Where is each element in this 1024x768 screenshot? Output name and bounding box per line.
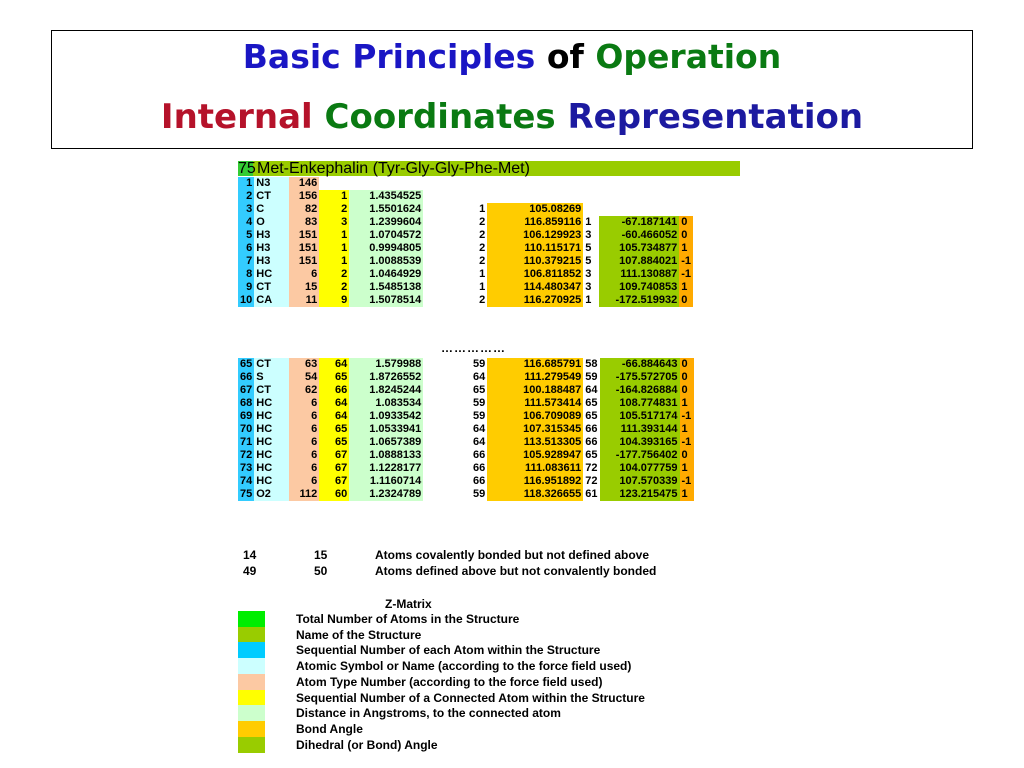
zmatrix-cell [423,177,487,190]
zmatrix-row [238,397,694,410]
zmatrix-cell: 2 [423,229,487,242]
zmatrix-cell [487,177,583,190]
zmatrix-cell: 64 [319,397,349,410]
zmatrix-cell: 65 [240,358,253,370]
zmatrix-cell: 67 [319,462,349,475]
zmatrix-cell: 58 [585,358,598,370]
zmatrix-cell: 1.0933542 [349,410,423,423]
zmatrix-cell [599,177,679,190]
zmatrix-cell: 59 [423,397,487,410]
zmatrix-cell: 156 [289,190,319,203]
zmatrix-cell: 104.393165 [600,436,680,449]
zmatrix-cell: 151 [289,242,319,255]
zmatrix-cell: 2 [319,203,349,216]
zmatrix-cell: -67.187141 [599,216,679,229]
zmatrix-row [238,371,694,384]
zmatrix-cell: 1.083534 [349,397,423,410]
zmatrix-cell: 0 [679,216,693,229]
zmatrix-cell: 111.573414 [487,397,583,410]
zmatrix-cell: 6 [289,436,319,449]
zmatrix-cell: 72 [585,462,598,474]
zmatrix-cell: 108.774831 [600,397,680,410]
zmatrix-cell: 1.2399604 [349,216,423,229]
zmatrix-cell: 65 [585,410,598,422]
zmatrix-cell: 6 [289,449,319,462]
title-line2-word: Internal [160,97,313,137]
zmatrix-cell: -172.519932 [599,294,679,307]
legend-label: Atomic Symbol or Name (according to the force field used) [296,659,632,674]
zmatrix-cell: 73 [240,462,253,474]
zmatrix-cell: 1 [679,281,693,294]
zmatrix-cell: 1.4354525 [349,190,423,203]
zmatrix-cell: 114.480347 [487,281,583,294]
zmatrix-cell: 6 [289,397,319,410]
zmatrix-cell: 107.315345 [487,423,583,436]
atom-count: 75 [238,160,256,177]
zmatrix-cell: N3 [254,177,289,190]
legend-item [238,690,645,706]
zmatrix-cell: 2 [423,255,487,268]
zmatrix-cell: -60.466052 [599,229,679,242]
zmatrix-cell: 2 [423,294,487,307]
zmatrix-cell: 106.709089 [487,410,583,423]
zmatrix-cell: 1.8726552 [349,371,423,384]
legend-item [238,674,603,690]
zmatrix-cell: 66 [423,475,487,488]
zmatrix-cell: 111.130887 [599,268,679,281]
zmatrix-cell [487,190,583,203]
zmatrix-cell: 1 [238,177,254,190]
zmatrix-cell: 116.270925 [487,294,583,307]
zmatrix-cell: 3 [583,281,599,294]
title-line2-word: Coordinates [324,97,556,137]
zmatrix-cell [319,177,349,190]
zmatrix-row [238,423,694,436]
zmatrix-cell: S [254,371,289,384]
zmatrix-cell: 64 [319,410,349,423]
zmatrix-cell: 65 [319,436,349,449]
zmatrix-cell: 1 [680,397,694,410]
zmatrix-cell: 1 [679,242,693,255]
zmatrix-row [238,177,693,190]
zmatrix-cell: 1.5501624 [349,203,423,216]
legend-title: Z-Matrix [385,597,432,611]
zmatrix-cell: 116.685791 [487,358,583,371]
zmatrix-cell: 2 [423,216,487,229]
zmatrix-cell: 65 [585,397,598,409]
zmatrix-cell: 113.513305 [487,436,583,449]
legend-item [238,705,561,721]
zmatrix-cell: 1 [423,203,487,216]
legend-swatch [238,611,265,627]
zmatrix-cell: 1.1228177 [349,462,423,475]
zmatrix-cell: 11 [289,294,319,307]
zmatrix-cell: 1.0533941 [349,423,423,436]
structure-name: Met-Enkephalin (Tyr-Gly-Gly-Phe-Met) [257,160,530,177]
zmatrix-cell: 1.1160714 [349,475,423,488]
zmatrix-row [238,462,694,475]
zmatrix-cell: 5 [238,229,254,242]
zmatrix-cell: 67 [240,384,253,396]
legend-item [238,642,601,658]
legend-swatch [238,674,265,690]
legend-swatch [238,627,265,643]
note-2-b: 50 [314,564,328,578]
zmatrix-row [238,436,694,449]
zmatrix-cell: 146 [289,177,319,190]
zmatrix-cell: 59 [423,488,487,501]
zmatrix-row [238,449,694,462]
zmatrix-cell: 1.5485138 [349,281,423,294]
zmatrix-cell: HC [254,436,289,449]
zmatrix-row [238,488,694,501]
note-1-b: 15 [314,548,328,562]
zmatrix-cell: 1 [680,462,694,475]
zmatrix-cell: 65 [423,384,487,397]
zmatrix-cell: 68 [240,397,253,409]
legend-label: Dihedral (or Bond) Angle [296,737,438,752]
zmatrix-row [238,229,693,242]
zmatrix-cell: 105.928947 [487,449,583,462]
zmatrix-cell: 1 [583,216,599,229]
zmatrix-cell [679,177,693,190]
zmatrix-cell: 15 [289,281,319,294]
zmatrix-cell: 110.115171 [487,242,583,255]
zmatrix-cell: 60 [319,488,349,501]
zmatrix-cell: HC [254,397,289,410]
zmatrix-cell: 70 [240,423,253,435]
zmatrix-cell: C [254,203,289,216]
zmatrix-cell: 3 [238,203,254,216]
zmatrix-cell: -66.884643 [600,358,680,371]
zmatrix-cell: 1 [680,423,694,436]
zmatrix-cell: -1 [680,436,694,449]
zmatrix-cell: HC [254,462,289,475]
zmatrix-cell: 67 [319,475,349,488]
zmatrix-cell: HC [254,423,289,436]
zmatrix-cell: 1 [319,255,349,268]
zmatrix-cell: 2 [319,268,349,281]
zmatrix-cell: H3 [254,229,289,242]
legend-label: Distance in Angstroms, to the connected atom [296,706,561,721]
zmatrix-cell: 83 [289,216,319,229]
legend-swatch [238,642,265,658]
zmatrix-cell: 104.077759 [600,462,680,475]
legend-swatch [238,658,265,674]
zmatrix-cell: HC [254,410,289,423]
zmatrix-cell: 111.083611 [487,462,583,475]
zmatrix-cell: 111.279549 [487,371,583,384]
zmatrix-cell: 62 [289,384,319,397]
legend-label: Sequential Number of a Connected Atom within the Structure [296,690,645,705]
zmatrix-cell: 110.379215 [487,255,583,268]
legend-item [238,611,520,627]
zmatrix-cell: 1 [319,229,349,242]
zmatrix-cell [423,190,487,203]
zmatrix-cell: 107.884021 [599,255,679,268]
zmatrix-cell: 123.215475 [600,488,680,501]
zmatrix-cell: 1 [319,242,349,255]
zmatrix-cell: 3 [319,216,349,229]
zmatrix-cell: 65 [319,371,349,384]
zmatrix-cell: 0 [680,371,694,384]
zmatrix-cell: 6 [289,475,319,488]
title-line-2 [52,97,972,137]
legend-item [238,737,438,753]
zmatrix-cell: 75 [240,488,253,500]
zmatrix-cell: 105.734877 [599,242,679,255]
zmatrix-cell: 1.579988 [349,358,423,371]
zmatrix-cell: 6 [289,423,319,436]
zmatrix-cell: 9 [238,281,254,294]
zmatrix-cell: 64 [423,436,487,449]
legend-label: Name of the Structure [296,627,422,642]
zmatrix-cell: 2 [238,190,254,203]
zmatrix-cell: 63 [289,358,319,371]
zmatrix-cell: HC [254,475,289,488]
zmatrix-cell: 0 [680,358,694,371]
legend-swatch [238,721,265,737]
zmatrix-cell: 1.0888133 [349,449,423,462]
zmatrix-cell: O2 [254,488,289,501]
zmatrix-cell: 1 [319,190,349,203]
zmatrix-table-top [238,177,693,307]
zmatrix-cell: 3 [583,268,599,281]
title-line1-word: of [546,37,584,76]
legend-item [238,658,632,674]
zmatrix-cell: 1.8245244 [349,384,423,397]
note-1-a: 14 [243,548,257,562]
zmatrix-cell [349,177,423,190]
zmatrix-cell: 66 [423,462,487,475]
legend-swatch [238,690,265,706]
zmatrix-cell: 71 [240,436,253,448]
zmatrix-cell: O [254,216,289,229]
zmatrix-cell: CT [254,384,289,397]
zmatrix-cell: 2 [423,242,487,255]
zmatrix-cell: 65 [585,449,598,461]
zmatrix-row [238,281,693,294]
zmatrix-cell: -1 [679,268,693,281]
zmatrix-cell: -1 [680,475,694,488]
zmatrix-cell: 2 [319,281,349,294]
title-box [51,30,973,149]
zmatrix-cell: 151 [289,229,319,242]
zmatrix-cell: 1.0464929 [349,268,423,281]
zmatrix-cell: 1 [423,281,487,294]
zmatrix-cell: 66 [585,423,598,435]
title-line1-word: Operation [595,37,782,76]
zmatrix-row [238,203,693,216]
note-1-text: Atoms covalently bonded but not defined above [375,548,650,562]
zmatrix-header [238,161,740,176]
zmatrix-cell: 6 [289,410,319,423]
title-line1-word: Principles [352,37,536,76]
zmatrix-cell: 107.570339 [600,475,680,488]
zmatrix-table-bottom [238,358,694,501]
legend-item [238,721,363,737]
zmatrix-cell: 0 [679,294,693,307]
zmatrix-cell: 66 [240,371,253,383]
zmatrix-cell: HC [254,268,289,281]
zmatrix-cell: 6 [289,462,319,475]
zmatrix-cell: 67 [319,449,349,462]
zmatrix-cell: 69 [240,410,253,422]
zmatrix-cell: 61 [585,488,598,500]
legend-label: Total Number of Atoms in the Structure [296,612,520,626]
zmatrix-cell [679,203,693,216]
title-line1-word: Basic [242,37,341,76]
zmatrix-row [238,255,693,268]
zmatrix-cell: 4 [238,216,254,229]
zmatrix-cell: 66 [585,436,598,448]
title-line2-word: Representation [567,97,864,137]
zmatrix-cell: 1.0088539 [349,255,423,268]
zmatrix-cell: 59 [423,358,487,371]
zmatrix-cell: 106.129923 [487,229,583,242]
ellipsis: …………… [441,341,506,355]
zmatrix-cell: 64 [585,384,598,396]
zmatrix-cell: 7 [238,255,254,268]
zmatrix-row [238,294,693,307]
zmatrix-cell: 10 [240,294,253,306]
legend-label: Sequential Number of each Atom within the Structure [296,643,601,658]
zmatrix-cell: 64 [319,358,349,371]
title-line-1 [52,37,972,76]
zmatrix-cell: 100.188487 [487,384,583,397]
zmatrix-cell: 1 [583,294,599,307]
zmatrix-cell: 64 [423,423,487,436]
zmatrix-cell: 59 [423,410,487,423]
zmatrix-cell: 112 [289,488,319,501]
zmatrix-cell [679,190,693,203]
zmatrix-cell: 0 [680,449,694,462]
note-2-text: Atoms defined above but not convalently bonded [375,564,657,578]
zmatrix-cell: CT [254,190,289,203]
zmatrix-row [238,268,693,281]
zmatrix-cell: 65 [319,423,349,436]
zmatrix-cell: 74 [240,475,253,487]
zmatrix-cell: 5 [583,242,599,255]
zmatrix-cell [583,203,599,216]
zmatrix-cell: -1 [679,255,693,268]
zmatrix-cell: H3 [254,255,289,268]
zmatrix-cell: 105.517174 [600,410,680,423]
zmatrix-cell: -177.756402 [600,449,680,462]
zmatrix-cell: 116.951892 [487,475,583,488]
zmatrix-cell: 0 [680,384,694,397]
legend-label: Bond Angle [296,721,363,736]
zmatrix-cell: 66 [319,384,349,397]
zmatrix-row [238,475,694,488]
zmatrix-cell: 72 [585,475,598,487]
zmatrix-cell: -175.572705 [600,371,680,384]
zmatrix-cell [599,203,679,216]
zmatrix-cell: 116.859116 [487,216,583,229]
zmatrix-row [238,410,694,423]
zmatrix-cell: 82 [289,203,319,216]
zmatrix-row [238,358,694,371]
zmatrix-cell: CT [254,281,289,294]
zmatrix-cell: 0.9994805 [349,242,423,255]
zmatrix-cell: -1 [680,410,694,423]
zmatrix-row [238,242,693,255]
legend-label: Atom Type Number (according to the force field used) [296,674,603,689]
zmatrix-cell: 1.5078514 [349,294,423,307]
zmatrix-cell: 109.740853 [599,281,679,294]
zmatrix-cell: 151 [289,255,319,268]
zmatrix-row [238,216,693,229]
zmatrix-cell: 66 [423,449,487,462]
zmatrix-cell [599,190,679,203]
zmatrix-cell: 6 [238,242,254,255]
zmatrix-cell: HC [254,449,289,462]
legend-swatch [238,737,265,753]
zmatrix-cell: 1 [423,268,487,281]
zmatrix-cell: 1.2324789 [349,488,423,501]
zmatrix-cell: CA [254,294,289,307]
zmatrix-cell [583,177,599,190]
zmatrix-cell: 111.393144 [600,423,680,436]
zmatrix-cell: 54 [289,371,319,384]
zmatrix-row [238,384,694,397]
zmatrix-cell: 105.08269 [487,203,583,216]
zmatrix-row [238,190,693,203]
zmatrix-cell: 5 [583,255,599,268]
zmatrix-cell: 9 [319,294,349,307]
zmatrix-cell: -164.826884 [600,384,680,397]
zmatrix-cell: 64 [423,371,487,384]
zmatrix-cell: 118.326655 [487,488,583,501]
zmatrix-cell: 1 [680,488,694,501]
zmatrix-cell: 106.811852 [487,268,583,281]
zmatrix-cell: 59 [585,371,598,383]
zmatrix-cell: 1.0657389 [349,436,423,449]
zmatrix-cell: CT [254,358,289,371]
zmatrix-cell: H3 [254,242,289,255]
legend-swatch [238,705,265,721]
legend-item [238,627,422,643]
zmatrix-cell: 3 [583,229,599,242]
zmatrix-cell [583,190,599,203]
zmatrix-cell: 8 [238,268,254,281]
zmatrix-cell: 72 [240,449,253,461]
zmatrix-cell: 6 [289,268,319,281]
note-2-a: 49 [243,564,257,578]
zmatrix-cell: 1.0704572 [349,229,423,242]
zmatrix-cell: 0 [679,229,693,242]
